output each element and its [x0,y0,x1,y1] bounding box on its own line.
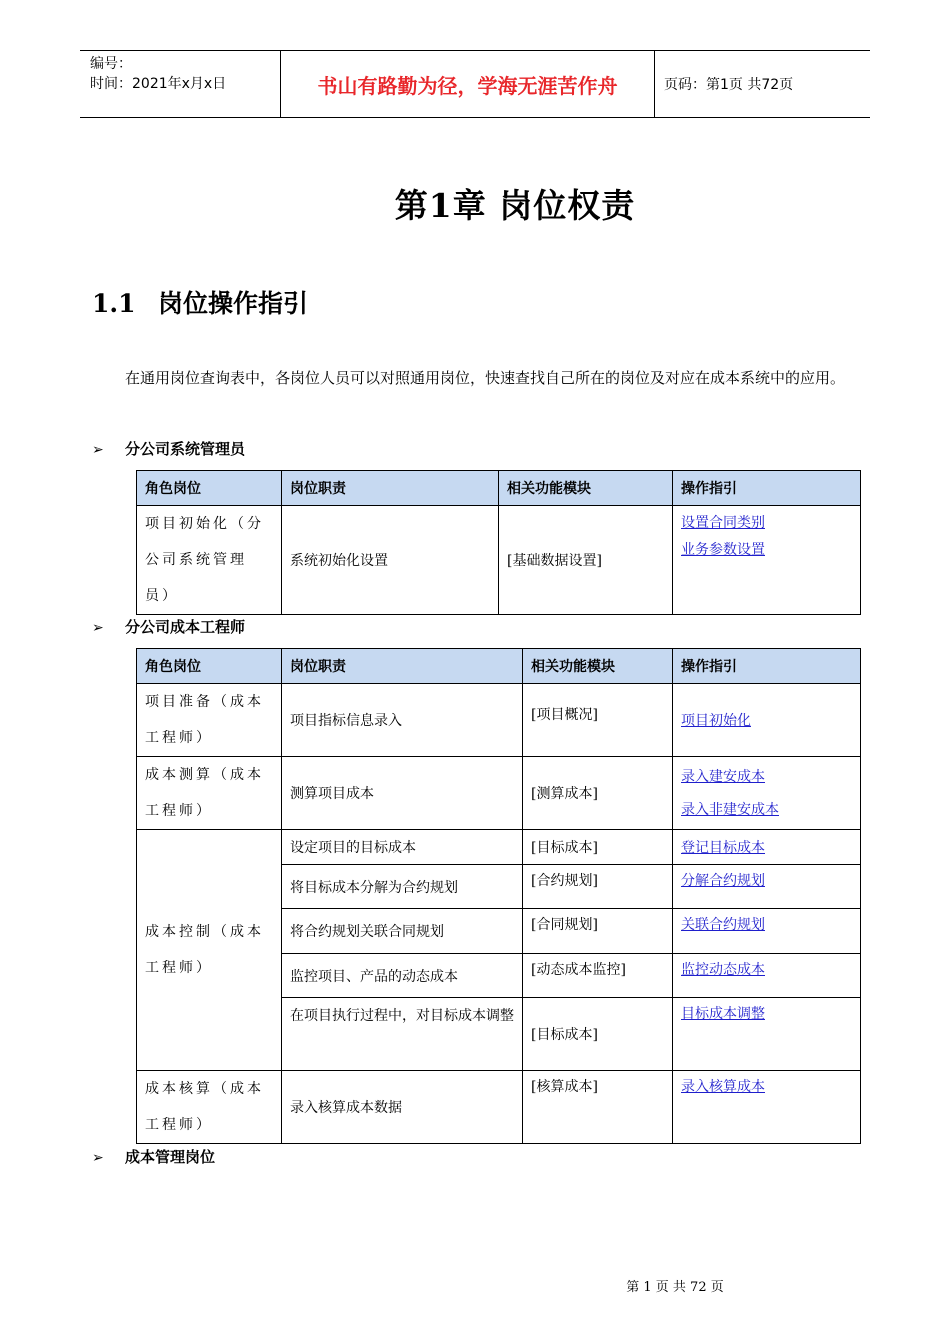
col-header: 岗位职责 [282,649,523,684]
module-cell: [项目概况] [523,684,673,757]
guide-cell [673,830,861,865]
guide-cell [673,757,861,830]
group-title: 分公司成本工程师 [125,618,246,636]
header-meta [80,51,281,117]
guide-link[interactable]: 录入核算成本 [681,1079,765,1095]
module-cell: [目标成本] [523,830,673,865]
guide-link[interactable]: 关联合约规划 [681,917,765,933]
duty-cell: 将目标成本分解为合约规划 [282,865,523,909]
page-header [80,50,870,118]
duty-cell: 录入核算成本数据 [282,1071,523,1144]
page-code: 页码：第1页 共72页 [664,77,794,93]
role-cell: 成本核算（成本工程师） [137,1071,282,1144]
guide-cell [673,1071,861,1144]
role-cell: 项目初始化（分公司系统管理员） [137,506,282,615]
module-cell: [动态成本监控] [523,954,673,998]
duty-cell: 测算项目成本 [282,757,523,830]
chapter-title: 第1章 岗位权责 [394,186,636,225]
table-row [137,830,861,865]
table-header-row [137,471,861,506]
module-cell: [目标成本] [523,998,673,1071]
guide-link[interactable]: 业务参数设置 [681,542,765,558]
bullet-arrow-icon: ➢ [92,620,104,636]
page-footer: 第 1 页 共 72 页 [626,1280,724,1295]
number-label: 编号： [90,56,132,72]
guide-link[interactable]: 录入建安成本 [681,769,765,785]
guide-cell [673,506,861,615]
role-cell: 项目准备（成本工程师） [137,684,282,757]
col-header: 相关功能模块 [499,471,673,506]
guide-link[interactable]: 录入非建安成本 [681,802,779,818]
section-title: 岗位操作指引 [158,289,309,318]
guide-link[interactable]: 监控动态成本 [681,962,765,978]
module-cell: [核算成本] [523,1071,673,1144]
table-row [137,684,861,757]
table-row [137,757,861,830]
bullet-arrow-icon: ➢ [92,1150,104,1166]
col-header: 相关功能模块 [523,649,673,684]
role-cell: 成本控制（成本工程师） [137,830,282,1071]
col-header: 操作指引 [673,471,861,506]
table-row [137,506,861,615]
guide-cell [673,998,861,1071]
bullet-arrow-icon: ➢ [92,442,104,458]
guide-link[interactable]: 目标成本调整 [681,1006,765,1022]
guide-cell [673,684,861,757]
section-number: 1.1 [92,289,136,318]
role-cell: 成本测算（成本工程师） [137,757,282,830]
time-label: 时间：2021年x月x日 [90,76,227,92]
motto: 书山有路勤为径，学海无涯苦作舟 [281,51,655,117]
table-row [137,1071,861,1144]
guide-cell [673,954,861,998]
guide-link[interactable]: 分解合约规划 [681,873,765,889]
guide-link[interactable]: 设置合同类别 [681,515,765,531]
duty-cell: 在项目执行过程中，对目标成本调整 [282,998,523,1071]
duty-cell: 监控项目、产品的动态成本 [282,954,523,998]
module-cell: [基础数据设置] [499,506,673,615]
group-title: 成本管理岗位 [125,1148,216,1166]
col-header: 操作指引 [673,649,861,684]
group-heading [92,616,245,637]
duty-cell: 将合约规划关联合同规划 [282,909,523,954]
intro-paragraph: 在通用岗位查询表中，各岗位人员可以对照通用岗位，快速查找自己所在的岗位及对应在成本系统中的应用。 [125,369,846,387]
guide-link[interactable]: 登记目标成本 [681,840,765,856]
engineer-table [136,648,861,1144]
guide-cell [673,865,861,909]
admin-table [136,470,861,615]
guide-link[interactable]: 项目初始化 [681,713,751,729]
group-title: 分公司系统管理员 [125,440,246,458]
section-heading [92,284,308,320]
col-header: 角色岗位 [137,649,282,684]
col-header: 角色岗位 [137,471,282,506]
group-heading [92,438,245,459]
duty-cell: 设定项目的目标成本 [282,830,523,865]
duty-cell: 系统初始化设置 [282,506,499,615]
col-header: 岗位职责 [282,471,499,506]
group-heading [92,1146,215,1167]
table-header-row [137,649,861,684]
guide-cell [673,909,861,954]
module-cell: [合约规划] [523,865,673,909]
module-cell: [合同规划] [523,909,673,954]
duty-cell: 项目指标信息录入 [282,684,523,757]
module-cell: [测算成本] [523,757,673,830]
